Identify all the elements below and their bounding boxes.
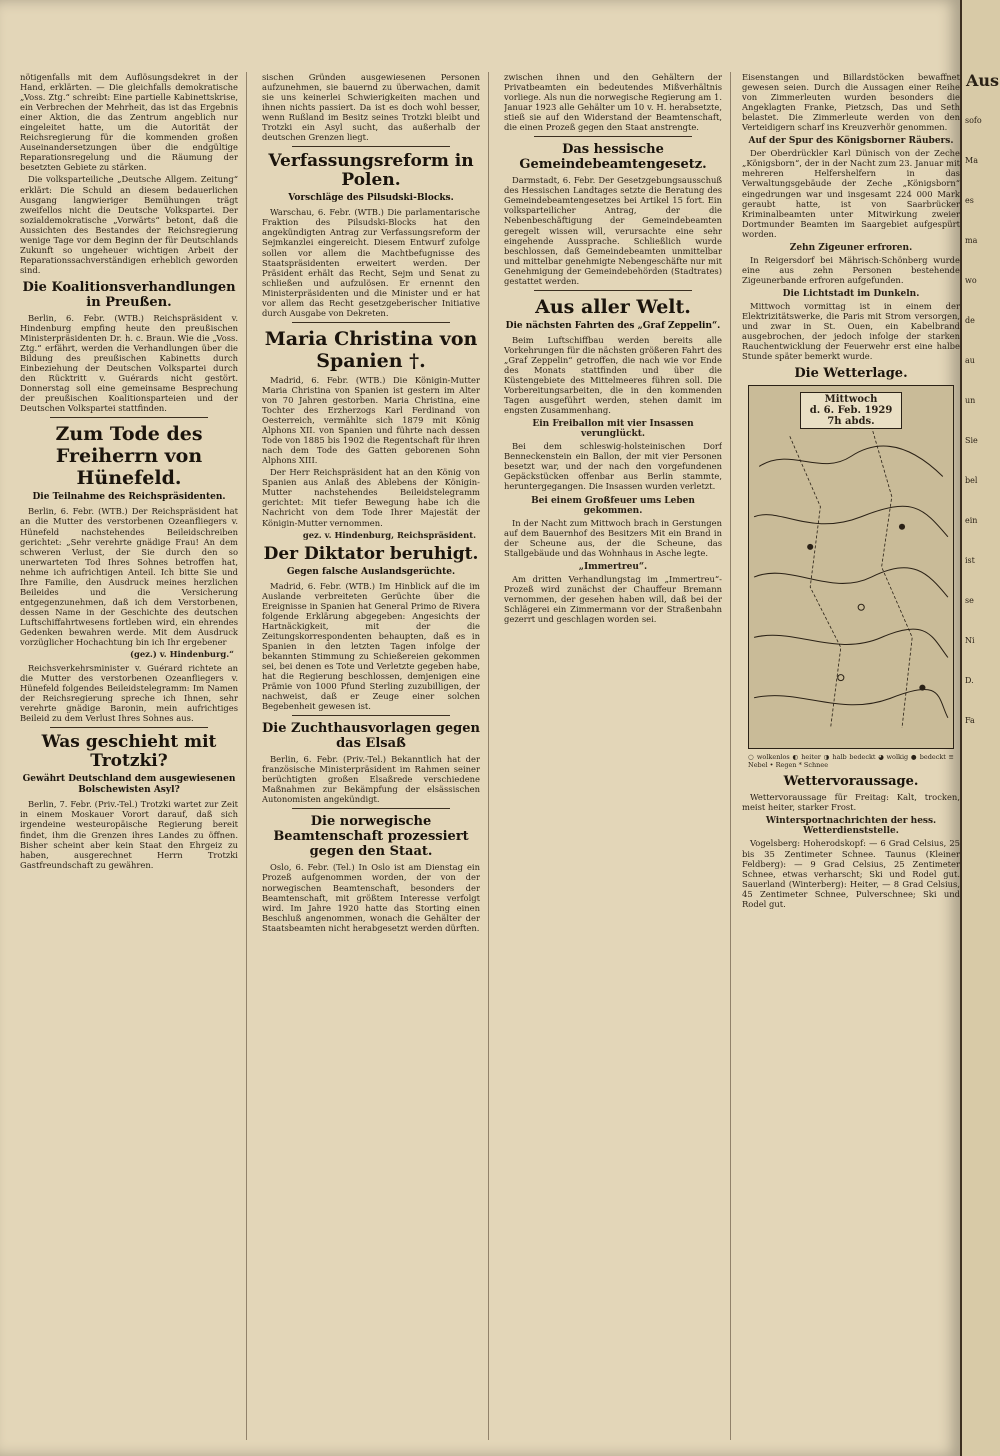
column-rule (488, 72, 489, 1440)
edge-fragment: se (965, 596, 974, 605)
edge-fragment: Ni (965, 636, 975, 645)
separator (534, 136, 692, 137)
separator (50, 417, 208, 418)
article-text: sischen Gründen ausgewiesenen Personen aufzunehmen, sie bauernd zu überwachen, damit sie uns keinerlei Schwierigkeiten machen und ihnen nichts passiert. Da ist es doch wohl besser, wenn Rußland im Besitz seines Trotzki bleibt und Trotzki ein Asyl sucht, das außerhalb der deutschen Grenzen liegt. (262, 72, 480, 143)
article-text: Berlin, 6. Febr. (WTB.) Reichspräsident v. Hindenburg empfing heute den preußischen Ministerpräsidenten Dr. h. c. Braun. Wie die „Voss. Ztg.“ erfährt, werden die Verhandlungen über die Bildung des preußischen Kabinetts durch Einbeziehung der Deutschen Volkspartei durch den Rücktritt v. Guérards nicht gestört. Donnerstag soll eine gemeinsame Besprechung der preußischen Koalitionsparteien und der Deutschen Volkspartei stattfinden. (20, 312, 238, 414)
edge-fragment: D. (965, 676, 974, 685)
edge-fragment: es (965, 196, 974, 205)
headline-christina: Maria Christina von Spanien †. (264, 327, 478, 372)
article-text: zwischen ihnen und den Gehältern der Privatbeamten ein bedeutendes Mißverhältnis vorliege. Als nun die norwegische Regierung am 1. Januar 1923 alle Gehälter um 10 v. H. herabsetzte, stieß sie auf den Widerstand der Beamtenschaft, die einen Prozeß gegen den Staat anstrengte. (504, 72, 722, 133)
edge-fragment: ein (965, 516, 978, 525)
headline-polen: Verfassungsreform in Polen. (268, 151, 474, 191)
column-rule (246, 72, 247, 1440)
article-text: nötigenfalls mit dem Auflösungsdekret in der Hand, erklärten. — Die gleichfalls demokratische „Voss. Ztg.“ schreibt: Eine partielle Kabinettskrise, ein Verbrechen der Mehrheit, das ist das Ergebnis einer Aktion, die das Zentrum angeblich nur eingeleitet hatte, um die Autorität der Reichsregierung für die kommenden großen Auseinandersetzungen über die endgültige Reparationsregelung und die Räumung der besetzten Gebiete zu stärken. (20, 72, 238, 173)
article-text: Berlin, 7. Febr. (Priv.-Tel.) Trotzki wartet zur Zeit in einem Moskauer Vorort darauf, daß sich irgendeine westeuropäische Regierung bereit findet, ihm die Grenzen ihres Landes zu öffnen. Bisher scheint aber kein Staat den Ehrgeiz zu haben, ausgerechnet Herrn Trotzki Gastfreundschaft zu gewähren. (20, 799, 238, 870)
article-text: Reichsverkehrsminister v. Guérard richtete an die Mutter des verstorbenen Ozeanfliegers v. Hünefeld folgendes Beileidstelegramm: Im Namen der Reichsregierung spreche ich Ihnen, sehr verehrte gnädige Baronin, mein aufrichtiges Beileid zu dem Verlust Ihres Sohnes aus. (20, 663, 238, 724)
column-3 (504, 72, 722, 1442)
edge-fragment: Fa (965, 716, 975, 725)
map-legend: ○ wolkenlos ◐ heiter ◑ halb bedeckt ◕ wolkig ● bedeckt ≡ Nebel • Regen * Schnee (748, 753, 954, 770)
map-date: d. 6. Feb. 1929 7h abds. (809, 405, 893, 428)
headline-diktator: Der Diktator beruhigt. (263, 543, 479, 564)
subheadline: Vorschläge des Pilsudski-Blocks. (288, 193, 454, 204)
article-text: Bei dem schleswig-holsteinischen Dorf Benneckenstein ein Ballon, der mit vier Personen besetzt war, und der nach den vorgefundenen Gepäckstücken offenbar aus Berlin stammte, heruntergegangen. Die Insassen wurden verletzt. (504, 441, 722, 492)
weather-map (748, 385, 954, 749)
separator (292, 146, 450, 147)
headline-norwegen: Die norwegische Beamtenschaft prozessiert gegen den Staat. (273, 814, 469, 860)
edge-fragment: au (965, 356, 975, 365)
article-text: Wettervoraussage für Freitag: Kalt, trocken, meist heiter, starker Frost. (742, 792, 960, 813)
article-text: Vogelsberg: Hoherodskopf: — 6 Grad Celsius, 25 bis 35 Zentimeter Schnee. Taunus (Kleiner Feldberg): — 9 Grad Celsius, 25 Zentimeter Schnee, etwas verharscht; Ski und Rodel gut. Sauerland (Winterberg): Heiter, — 8 Grad Celsius, 45 Zentimeter Schnee, Pulverschnee; Ski und Rodel gut. (742, 838, 960, 909)
headline-trotzki: Was geschieht mit Trotzki? (41, 732, 217, 772)
separator (292, 322, 450, 323)
article-text: Beim Luftschiffbau werden bereits alle Vorkehrungen für die nächsten größeren Fahrt des „Graf Zeppelin“ getroffen, die nach wie vor Ende des Monats stattfinden und über die Küstengebiete des Mittelmeeres führen soll. Die Vorbereitungsarbeiten, die in den kommenden Tagen ausgeführt werden, stehen damit im engsten Zusammenhang. (504, 334, 722, 416)
subheadline: Ein Freiballon mit vier Insassen verunglückt. (532, 419, 694, 440)
column-1 (20, 72, 238, 1442)
edge-fragment: wo (965, 276, 977, 285)
article-text: Am dritten Verhandlungstag im „Immertreu“-Prozeß wird zunächst der Chauffeur Bremann vernommen, der gesehen haben will, daß bei der Schlägerei ein Zimmermann vor der Straßenbahn gezerrt und geschlagen worden sei. (504, 573, 722, 625)
subheadline: Gewährt Deutschland dem ausgewiesenen Bolschewisten Asyl? (22, 774, 236, 796)
edge-fragment: sofo (965, 116, 982, 125)
article-text: Darmstadt, 6. Febr. Der Gesetzgebungsausschuß des Hessischen Landtages setzte die Beratung des Gemeindebeamtengesetzes bei Artikel 15 fort. Ein volksparteilicher Antrag, der die Nebenbeschäftigung der Gemeindebeamten geregelt wissen will, verursachte eine sehr eingehende Aussprache. Schließlich wurde beschlossen, daß Gemeindebeamten unmittelbar und mittelbar genehmigte Nebengeschäfte nur mit Genehmigung der Gemeindebehörden (Stadtrates) gestattet werden. (504, 175, 722, 286)
headline-aller-welt: Aus aller Welt. (535, 295, 691, 318)
article-text: In der Nacht zum Mittwoch brach in Gerstungen auf dem Bauernhof des Besitzers Mit ein Brand in der Scheune aus, der die Scheune, das Stallgebäude und das Wohnhaus in Asche legte. (504, 517, 722, 558)
separator (292, 715, 450, 716)
weather-map-drawing (749, 386, 953, 748)
article-text: Die volksparteiliche „Deutsche Allgem. Zeitung“ erklärt: Die Schuld an diesem bedauerlichen Ausgang langwieriger Bemühungen trägt zweifellos nicht die Deutsche Volkspartei. Der sozialdemokratische „Vorwärts“ betont, daß die Aussichten des Bestandes der Reichsregierung wenige Tage vor dem Beginn der für Deutschlands Zukunft so ungeheuer wichtigen Arbeit der Reparationssachverständigen erheblich geworden sind. (20, 174, 238, 275)
edge-fragment: un (965, 396, 976, 405)
subheadline: Zehn Zigeuner erfroren. (789, 242, 913, 253)
article-text: Oslo, 6. Febr. (Tel.) In Oslo ist am Dienstag ein Prozeß aufgenommen worden, der von der norwegischen Beamtenschaft, besonders der Beamtenschaft, mit größtem Interesse verfolgt wird. Im Jahre 1920 hatte das Storting einen Beschluß angenommen, wonach die Gehälter der Staatsbeamten nicht herabgesetzt werden dürften. (262, 862, 480, 933)
weather-map-label (800, 392, 902, 429)
article-text: Madrid, 6. Febr. (WTB.) Im Hinblick auf die im Auslande verbreiteten Gerüchte über die Ereignisse in Spanien hat General Primo de Rivera folgende Erklärung abgegeben: Angesichts der Hartnäckigkeit, mit der die Zeitungskorrespondenten behaupten, daß es in Spanien in den letzten Tagen infolge der bekannten Stimmung zu Schießereien gekommen sei, bei denen es Tote und Verletzte gegeben habe, hat die Regierung beschlossen, demjenigen eine Prämie von 1000 Pfund Sterling zuzubilligen, der nachweist, daß er Zeuge einer solchen Begebenheit gewesen ist. (262, 580, 480, 712)
edge-heading: Aus (966, 71, 1000, 90)
edge-fragment: de (965, 316, 975, 325)
headline-koalition: Die Koalitionsverhandlungen in Preußen. (22, 279, 236, 310)
headline-hessen: Das hessische Gemeindebeamtengesetz. (519, 142, 707, 173)
subheadline: Gegen falsche Auslandsgerüchte. (286, 566, 456, 577)
article-text: Eisenstangen und Billardstöcken bewaffnet gewesen seien. Durch die Aussagen einer Reihe von Zimmerleuten wurden besonders die Angeklagten Franke, Pietzsch, Das und Seth belastet. Die Zimmerleute werden von den Verteidigern scharf ins Kreuzverhör genommen. (742, 72, 960, 133)
separator (292, 808, 450, 809)
column-2 (262, 72, 480, 1442)
column-rule (730, 72, 731, 1440)
separator (534, 290, 692, 291)
signature: (gez.) v. Hindenburg.“ (130, 649, 234, 660)
article-text: Berlin, 6. Febr. (WTB.) Der Reichspräsident hat an die Mutter des verstorbenen Ozeanfliegers v. Hünefeld nachstehendes Beileidschreiben gerichtet: „Sehr verehrte gnädige Frau! An dem schweren Verlust, der Sie durch den so unerwarteten Tod Ihres Sohnes betroffen hat, nehme ich aufrichtigen Anteil. Ich bitte Sie und Ihre Familie, den Ausdruck meines herzlichen Beileides und die Versicherung entgegenzunehmen, daß ich dem Verstorbenen, dessen Name in der Geschichte des deutschen Luftschiffahrtwesens fortleben wird, ein ehrendes Gedenken bewahren werde. Mit dem Ausdruck vorzüglicher Hochachtung bin ich Ihr ergebener (20, 506, 238, 648)
article-text: Der Herr Reichspräsident hat an den König von Spanien aus Anlaß des Ablebens der Königin-Mutter nachstehendes Beileidstelegramm gerichtet: Mit tiefer Bewegung habe ich die Nachricht von dem Tode Ihrer Majestät der Königin-Mutter vernommen. (262, 467, 480, 528)
subheadline: Die Lichtstadt im Dunkeln. (782, 288, 920, 299)
article-text: Berlin, 6. Febr. (Priv.-Tel.) Bekanntlich hat der französische Ministerpräsident im Rahmen seiner berüchtigten großen Elsaßrede verschiedene Maßnahmen zur Bekämpfung der elsässischen Autonomisten angekündigt. (262, 754, 480, 805)
headline-wetter: Die Wetterlage. (794, 366, 908, 382)
edge-fragment: Sie (965, 436, 978, 445)
subheadline: „Immertreu“. (578, 561, 648, 572)
next-page-edge (960, 0, 1000, 1456)
separator (50, 727, 208, 728)
subheadline: Auf der Spur des Königsborner Räubers. (748, 136, 954, 147)
subheadline: Wintersportnachrichten der hess. Wetterdienststelle. (765, 816, 937, 837)
subheadline: Die nächsten Fahrten des „Graf Zeppelin“. (505, 320, 721, 331)
article-text: In Reigersdorf bei Mährisch-Schönberg wurde eine aus zehn Personen bestehende Zigeunerbande erfroren aufgefunden. (742, 254, 960, 285)
article-text: Der Oberdrückler Karl Dünisch von der Zeche „Königsborn“, der in der Nacht zum 23. Januar mit mehreren Helfershelfern in das Verwaltungsgebäude der Zeche „Königsborn“ eingedrungen war und insgesamt 224 000 Mark geraubt hatte, ist von Saarbrücker Kriminalbeamten unter Mitwirkung zweier Dortmunder Beamten im Saargebiet aufgespürt worden. (742, 148, 960, 239)
signature: gez. v. Hindenburg, Reichspräsident. (302, 529, 476, 540)
headline-vorhersage: Wettervoraussage. (783, 774, 919, 790)
headline-elsass: Die Zuchthausvorlagen gegen das Elsaß (262, 721, 480, 752)
edge-fragment: ma (965, 236, 978, 245)
edge-fragment: Ma (965, 156, 978, 165)
article-text: Madrid, 6. Febr. (WTB.) Die Königin-Mutter Maria Christina von Spanien ist gestern im Alter von 70 Jahren gestorben. Maria Christina, eine Tochter des Erzherzogs Karl Ferdinand von Oesterreich, vermählte sich 1879 mit König Alphons XII. von Spanien und führte nach dessen Tode von 1885 bis 1902 die Regentschaft für ihren nach dem Tode des Gatten geborenen Sohn Alphons XIII. (262, 374, 480, 466)
edge-fragments (962, 86, 1000, 726)
headline-huenefeld: Zum Tode des Freiherrn von Hünefeld. (55, 423, 203, 490)
edge-fragment: bel (965, 476, 978, 485)
subheadline: Die Teilnahme des Reichspräsidenten. (32, 492, 226, 503)
edge-fragment: ist (965, 556, 975, 565)
subheadline: Bei einem Großfeuer ums Leben gekommen. (531, 495, 695, 516)
column-4 (742, 72, 960, 1442)
map-day: Mittwoch (824, 394, 878, 406)
article-text: Warschau, 6. Febr. (WTB.) Die parlamentarische Fraktion des Pilsudski-Blocks hat den angekündigten Antrag zur Verfassungsreform der Sejmkanzlei eingereicht. Diesem Entwurf zufolge sollen vor allem die Machtbefugnisse des Staatspräsidenten erweitert werden. Der Präsident erhält das Recht, Sejm und Senat zu schließen und aufzulösen. Er ernennt den Ministerpräsidenten und die Minister und er hat vor allem das Recht gesetzgeberischer Initiative durch Ausgabe von Dekreten. (262, 207, 480, 318)
article-text: Mittwoch vormittag ist in einem der Elektrizitätswerke, die Paris mit Strom versorgen, und zwar in St. Ouen, ein Kabelbrand ausgebrochen, der jedoch infolge der starken Rauchentwicklung der Feuerwehr erst eine halbe Stunde später bemerkt wurde. (742, 300, 960, 362)
